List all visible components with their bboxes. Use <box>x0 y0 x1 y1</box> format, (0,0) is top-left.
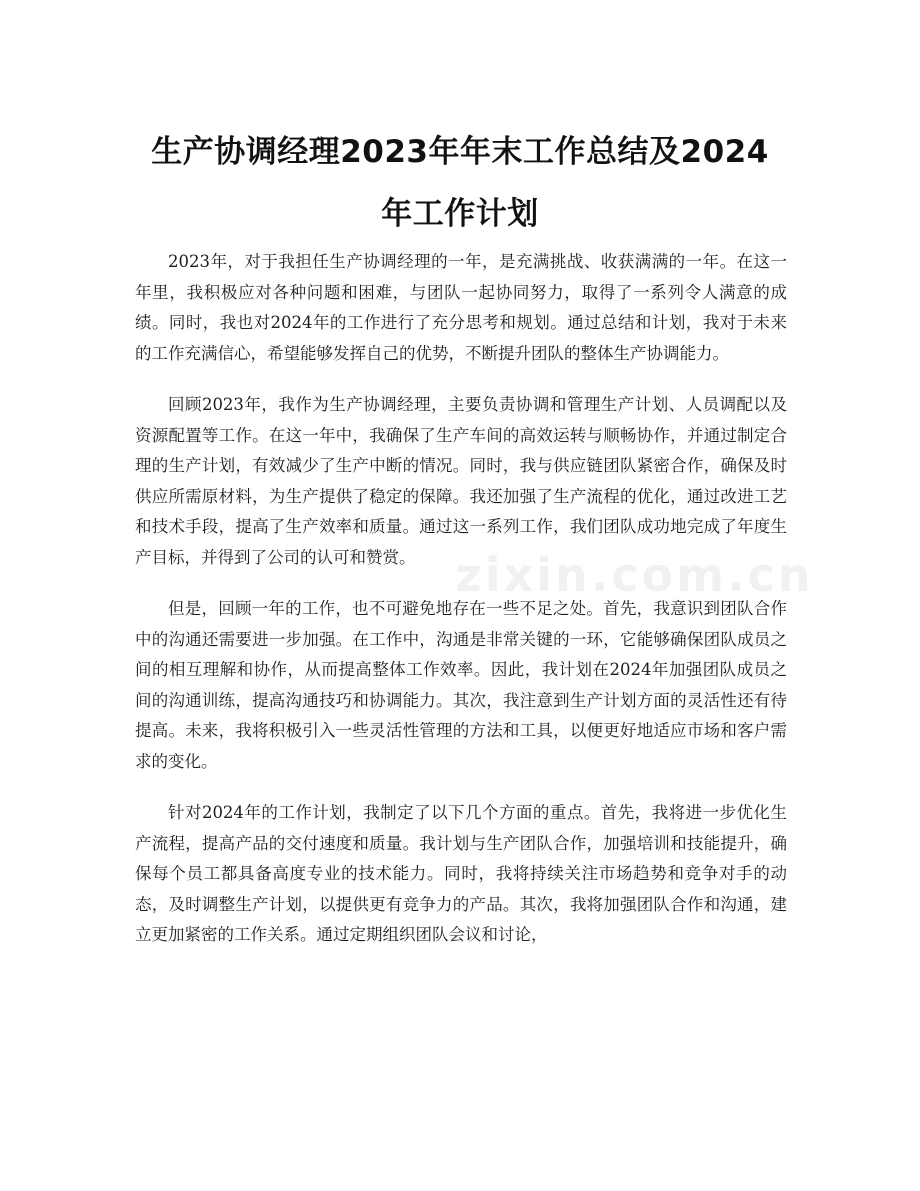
title-line-2: 年工作计划 <box>381 195 539 232</box>
paragraph-shortcomings: 但是，回顾一年的工作，也不可避免地存在一些不足之处。首先，我意识到团队合作中的沟通还需要进一步加强。在工作中，沟通是非常关键的一环，它能够确保团队成员之间的相互理解和协作，从而提高整体工作效率。因此，我计划在2024年加强团队成员之间的沟通训练，提高沟通技巧和协调能力。其次，我注意到生产计划方面的灵活性还有待提高。未来，我将积极引入一些灵活性管理的方法和工具，以便更好地适应市场和客户需求的变化。 <box>135 599 787 771</box>
paragraph-plan-2024: 针对2024年的工作计划，我制定了以下几个方面的重点。首先，我将进一步优化生产流程，提高产品的交付速度和质量。我计划与生产团队合作，加强培训和技能提升，确保每个员工都具备高度专业的技术能力。同时，我将持续关注市场趋势和竞争对手的动态，及时调整生产计划，以提供更有竞争力的产品。其次，我将加强团队合作和沟通，建立更加紧密的工作关系。通过定期组织团队会议和讨论， <box>135 803 787 944</box>
paragraph-intro: 2023年，对于我担任生产协调经理的一年，是充满挑战、收获满满的一年。在这一年里，我积极应对各种问题和困难，与团队一起协同努力，取得了一系列令人满意的成绩。同时，我也对2024年的工作进行了充分思考和规划。通过总结和计划，我对于未来的工作充满信心，希望能够发挥自己的优势，不断提升团队的整体生产协调能力。 <box>135 252 787 363</box>
document-title <box>120 121 800 245</box>
title-line-1: 生产协调经理2023年年末工作总结及2024 <box>151 133 769 170</box>
paragraph-review-2023: 回顾2023年，我作为生产协调经理，主要负责协调和管理生产计划、人员调配以及资源配置等工作。在这一年中，我确保了生产车间的高效运转与顺畅协作，并通过制定合理的生产计划，有效减少了生产中断的情况。同时，我与供应链团队紧密合作，确保及时供应所需原材料，为生产提供了稳定的保障。我还加强了生产流程的优化，通过改进工艺和技术手段，提高了生产效率和质量。通过这一系列工作，我们团队成功地完成了年度生产目标，并得到了公司的认可和赞赏。 <box>135 395 787 567</box>
document-body <box>135 247 787 972</box>
watermark: zixin.com.cn <box>455 548 814 602</box>
